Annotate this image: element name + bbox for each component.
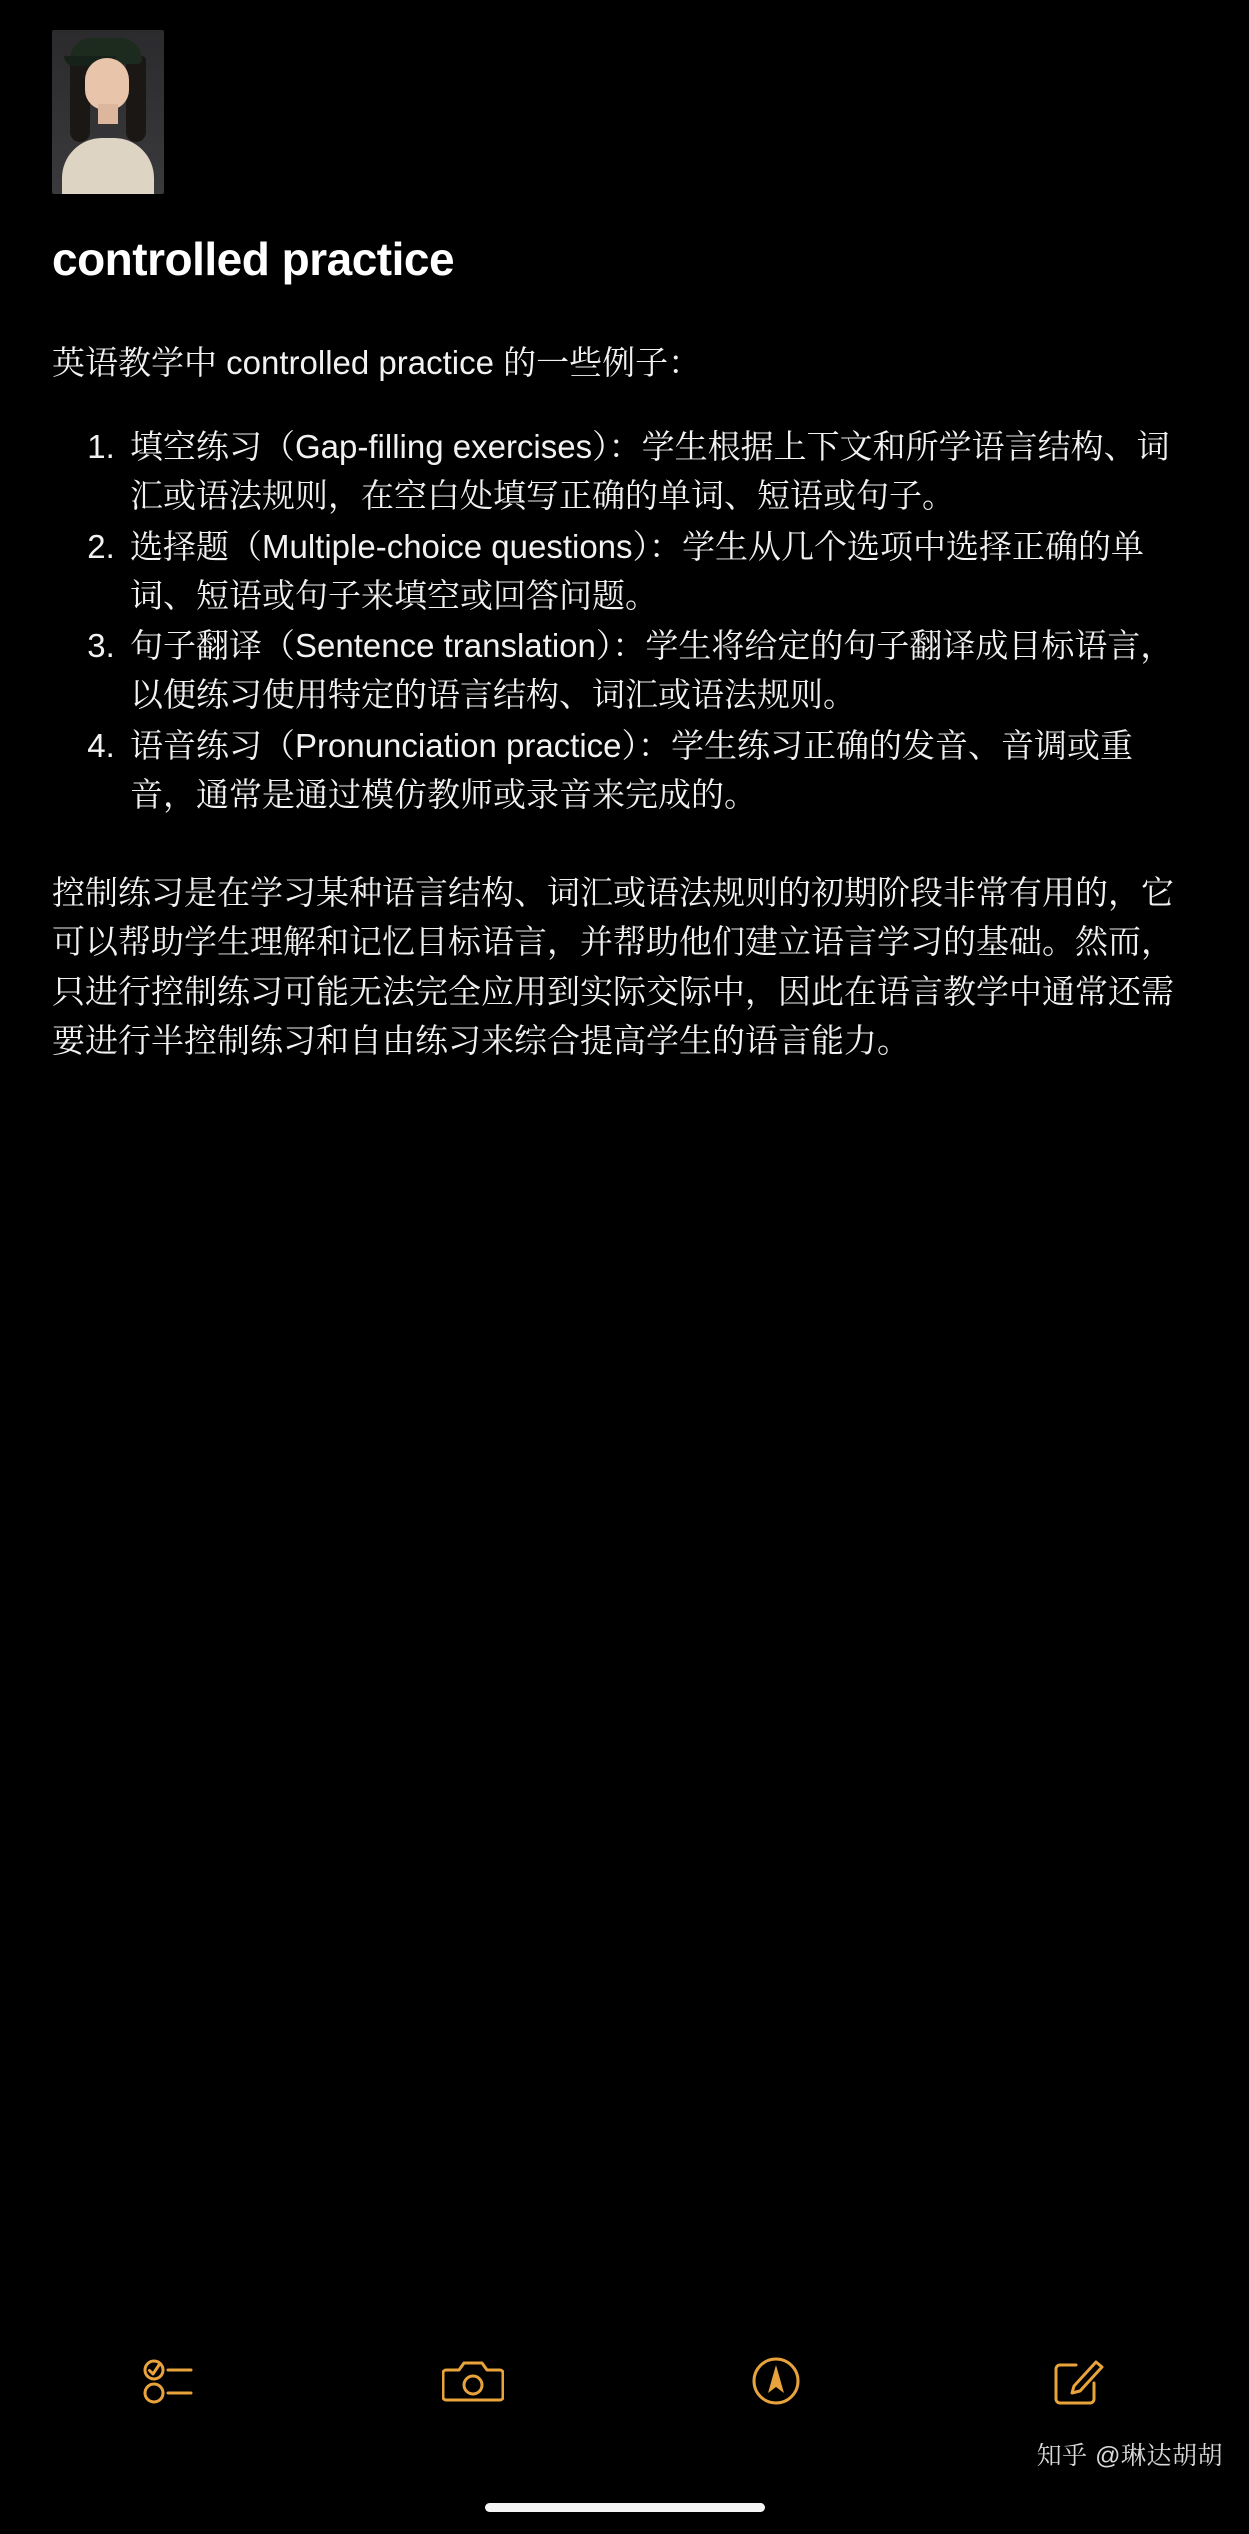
markup-pen-icon: [748, 2353, 804, 2409]
checklist-icon: [143, 2357, 199, 2405]
home-indicator[interactable]: [485, 2503, 765, 2512]
camera-icon: [442, 2356, 504, 2406]
list-item: 4. 语音练习（Pronunciation practice）：学生练习正确的发音、音调或重音，通常是通过模仿教师或录音来完成的。: [124, 722, 1197, 820]
checklist-button[interactable]: [133, 2343, 209, 2419]
intro-paragraph: 英语教学中 controlled practice 的一些例子：: [52, 344, 702, 382]
avatar-hair-right: [126, 56, 146, 142]
bottom-toolbar: [0, 2336, 1249, 2426]
camera-button[interactable]: [435, 2343, 511, 2419]
list-item: 1. 填空练习（Gap-filling exercises）：学生根据上下文和所学语言结构、词汇或语法规则，在空白处填写正确的单词、短语或句子。: [124, 423, 1197, 521]
avatar-neck: [98, 104, 118, 124]
page-title: controlled practice: [52, 233, 455, 285]
note-content: [0, 0, 1249, 1066]
summary-paragraph: 控制练习是在学习某种语言结构、词汇或语法规则的初期阶段非常有用的，它可以帮助学生理解和记忆目标语言，并帮助他们建立语言学习的基础。然而，只进行控制练习可能无法完全应用到实际交际中，因此在语言教学中通常还需要进行半控制练习和自由练习来综合提高学生的语言能力。: [52, 873, 1174, 1060]
watermark: 知乎 @琳达胡胡: [1036, 2442, 1223, 2470]
list-item: 3. 句子翻译（Sentence translation）：学生将给定的句子翻译成目标语言，以便练习使用特定的语言结构、词汇或语法规则。: [124, 622, 1197, 720]
avatar: [52, 30, 164, 194]
avatar-face: [85, 58, 129, 110]
list-item: 2. 选择题（Multiple-choice questions）：学生从几个选项中选择正确的单词、短语或句子来填空或回答问题。: [124, 523, 1197, 621]
compose-button[interactable]: [1040, 2343, 1116, 2419]
markup-button[interactable]: [738, 2343, 814, 2419]
examples-list: [52, 423, 1197, 820]
compose-icon: [1050, 2353, 1106, 2409]
avatar-shirt: [62, 138, 154, 194]
